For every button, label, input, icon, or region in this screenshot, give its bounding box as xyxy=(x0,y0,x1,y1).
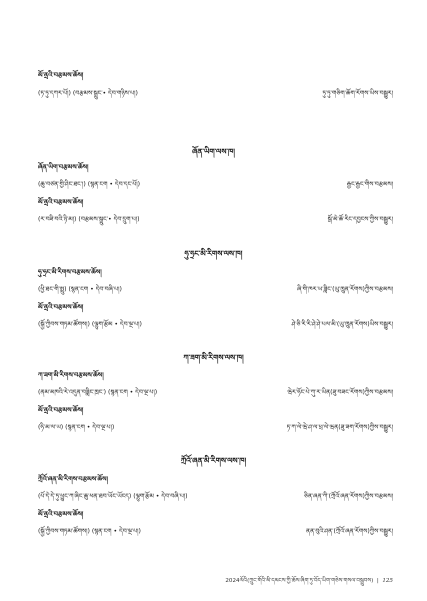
book-author: སྒོ་མེ་ཆོ་རིང་དབྱངས་ཀྱིས་བསྒྱུར། xyxy=(327,216,393,223)
book-title: (ནམ་མཁའི་རེ་འདུན་བཟླིང་ཁྲང་) (སྙན་ངག • དེབ་ལྔ་པ།) xyxy=(38,389,158,396)
entry-row xyxy=(38,285,393,295)
section-heading: ཧུ་ཧྲང་མི་རིགས་ལས་ཁ། xyxy=(184,249,243,258)
book-author: རྒྱང་རྒྱང་གིས་བརྩམས། xyxy=(346,181,393,188)
book-title: (ཕྱི་ཐང་གི་སྤྲུ) (སྙན་ངག • དེབ་བཞི་པ།) xyxy=(38,286,122,293)
book-title: (ར་བཟི་བའི་ཉི་མ།) (བརྩམས་སྒྲུང་• དེབ་དྲུག་པ།) xyxy=(38,216,140,223)
genre-label: ཧུ་ཧྲང་མི་རིགས་བརྩམས་ཆོས། xyxy=(38,268,102,276)
section-heading: ཞོན་ཡིག་ལས་ཁ། xyxy=(192,147,235,156)
running-footer xyxy=(225,577,393,585)
genre-label: མོ་ནྲའི་བརྩམས་ཆོས། xyxy=(38,406,84,414)
genre-label: མོ་ནྲའི་བརྩམས་ཆོས། xyxy=(38,510,84,518)
book-author: ཏ་ཀ་ལེ་ཝེ་ཤ་ལ་ཕྲ་ལེ་ཝན(ཟུ་ཟག་རོགས)ཀྱིས་བསྒྱུར། xyxy=(286,424,393,431)
book-title: (པོ་དེ་དེ་ཏུ་ཕྱུང་ཀ་ཞིང་ཆུ་ཕན་ཐབ་ཡོང་ཡོངད) (ལྷུག་རྩོམ • དེབ་བཞི་པ།) xyxy=(38,493,188,500)
top-genre-label: མོ་ནྲའི་བརྩམས་ཆོས། xyxy=(38,71,84,79)
entry-row xyxy=(38,180,393,190)
entry-row xyxy=(38,423,393,433)
page-number: 125 xyxy=(382,578,393,584)
book-title: (སྐྱོ་ཀྱིབས་གཏམ་ཚོགས།) (ལྷུག་རྩོམ • དེབ་ལྔ་པ།) xyxy=(38,321,142,328)
book-author: ཤེ་ཅི་རི་རི་ཤེ་ཤེ་པལ་མི་(ཡུ་ཁྲུན་རོགས)ཡིས་བསྒྱུར། xyxy=(291,321,393,328)
book-title: (སྐྱོ་ཀྱིབས་གཏམ་ཚོགས།) (སྙན་ངག • དེབ་ལྔ་པ།) xyxy=(38,528,141,535)
book-title: (ཧི་མ་ལ་ཡ) (སྙན་ངག • དེབ་ལྔ་པ།) xyxy=(38,424,115,431)
entry-row xyxy=(38,388,393,398)
footer-separator: | xyxy=(375,578,381,584)
footer-text: 2024ལོའི(ཀྲུང་གོའི་མི་དམངས་ཀྱི་ཆོས་ཞིག་ཏུ་བོད་ཡིག་གཅེས་གསལ་བསྒྲུབས) xyxy=(225,578,374,584)
book-author: ཞི་གི་ཁར་ཡ་ཟླིང་(ཡུ་ཁྲུན་རོགས)ཀྱིས་བརྩམས། xyxy=(297,286,393,293)
entry-row xyxy=(38,527,393,537)
genre-label: ཀ་ཟག་མི་རིགས་བརྩམས་ཆོས། xyxy=(38,371,104,379)
book-author: ཝེར་ཧོང་པེ་ཀུ་ར་ཡིན(ཟུ་བཟང་རོགས)ཀྱིས་བརྩམས། xyxy=(287,389,393,396)
genre-label: ཞོན་ཡིག་བརྩམས་ཆོས། xyxy=(38,163,89,171)
book-title: (ཆུ་བཙན་གྱི་ཤིང་ཐང་།) (སྙན་ངག • དེབ་དང་པོ།) xyxy=(38,181,141,188)
section-heading: ཀ་ཟག་མི་རིགས་ལས་ཁ། xyxy=(183,353,244,362)
book-author: ཅིན་ཞན་ཀི་(ཀྲོའོ་ཞན་རོགས)ཀྱིས་བརྩམས། xyxy=(303,493,393,500)
entry-row xyxy=(38,215,393,225)
top-entry-row xyxy=(38,89,393,99)
book-author: ནན་བུའི་ཤན་(ཀྲོའོ་ཞན་རོགས)ཀྱིས་བསྒྱུར། xyxy=(305,528,393,535)
genre-label: མོ་ནྲའི་བརྩམས་ཆོས། xyxy=(38,303,84,311)
genre-label: མོ་ནྲའི་བརྩམས་ཆོས། xyxy=(38,198,84,206)
section-heading: ཀྲོའོ་ཞན་མི་རིགས་ལས་ཁ། xyxy=(180,456,247,465)
book-author: ཏུ་ཏུ་གཅིག་ཆོག་རོགས་ཡིས་བསྒྱུར། xyxy=(322,90,393,97)
genre-label: ཀྲོའོ་ཞན་མི་རིགས་བརྩམས་ཆོས། xyxy=(38,475,108,483)
book-title: (ཏ་ཏུ་དཀར་པོ།) (བརྩམས་སྒྲུང་• དེབ་གཉིས་པ།) xyxy=(38,90,138,97)
entry-row xyxy=(38,320,393,330)
entry-row xyxy=(38,492,393,502)
